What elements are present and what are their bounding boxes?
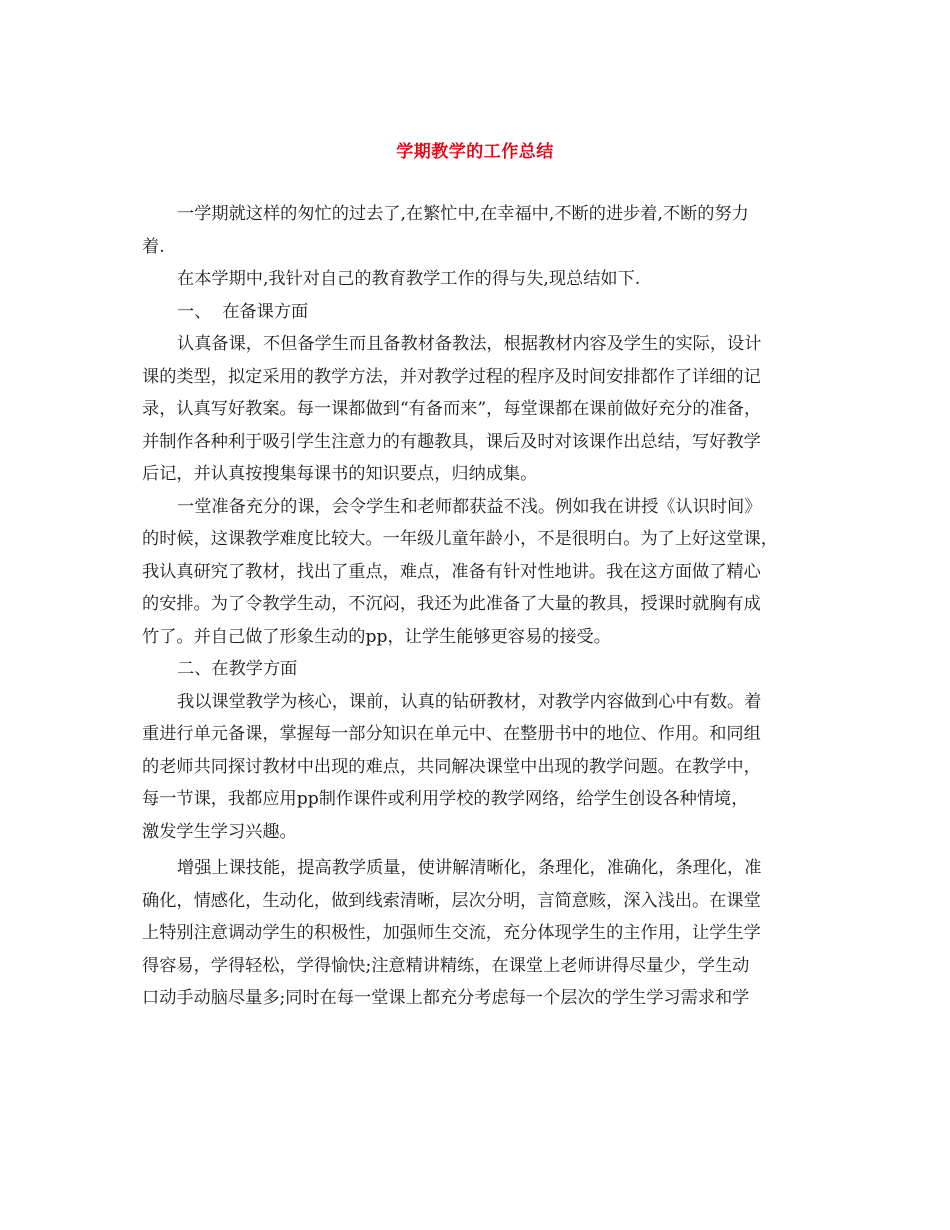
paragraph-line: 竹了。并自己做了形象生动的pp，让学生能够更容易的接受。 bbox=[142, 626, 611, 647]
paragraph-line: 得容易，学得轻松，学得愉快;注意精讲精练，在课堂上老师讲得尽量少，学生动 bbox=[142, 955, 750, 976]
paragraph-line: 我认真研究了教材，找出了重点，难点，准备有针对性地讲。我在这方面做了精心 bbox=[142, 561, 761, 582]
paragraph-line: 并制作各种利于吸引学生注意力的有趣教具，课后及时对该课作出总结，写好教学 bbox=[142, 431, 761, 452]
paragraph-line: 课的类型，拟定采用的教学方法，并对教学过程的程序及时间安排都作了详细的记 bbox=[142, 366, 761, 387]
paragraph-line: 的老师共同探讨教材中出现的难点，共同解决课堂中出现的教学问题。在教学中， bbox=[142, 756, 761, 777]
paragraph-line: 增强上课技能，提高教学质量，使讲解清晰化，条理化，准确化，条理化，准 bbox=[177, 858, 762, 878]
paragraph-line: 的安排。为了令教学生动，不沉闷，我还为此准备了大量的教具，授课时就胸有成 bbox=[142, 594, 761, 614]
paragraph-line: 的时候，这课教学难度比较大。一年级儿童年龄小，不是很明白。为了上好这堂课， bbox=[142, 529, 778, 549]
paragraph-line: 确化，情感化，生动化，做到线索清晰，层次分明，言简意赅，深入浅出。在课堂 bbox=[142, 890, 761, 911]
paragraph-line: 录，认真写好教案。每一课都做到“有备而来”，每堂课都在课前做好充分的准备， bbox=[142, 399, 762, 419]
paragraph-line: 重进行单元备课，掌握每一部分知识在单元中、在整册书中的地位、作用。和同组 bbox=[142, 724, 761, 744]
section-heading: 一、 在备课方面 bbox=[177, 301, 309, 322]
paragraph-line: 我以课堂教学为核心，课前，认真的钻研教材，对教学内容做到心中有数。着 bbox=[177, 691, 762, 712]
section-heading: 二、在教学方面 bbox=[177, 659, 298, 679]
document-title: 学期教学的工作总结 bbox=[396, 142, 554, 162]
paragraph-line: 一学期就这样的匆忙的过去了,在繁忙中,在幸福中,不断的进步着,不断的努力 bbox=[177, 204, 749, 224]
paragraph-line: 在本学期中,我针对自己的教育教学工作的得与失,现总结如下. bbox=[177, 269, 641, 289]
paragraph-line: 认真备课，不但备学生而且备教材备教法，根据教材内容及学生的实际，设计 bbox=[177, 334, 762, 354]
paragraph-line: 后记，并认真按搜集每课书的知识要点，归纳成集。 bbox=[142, 464, 538, 484]
paragraph-line: 着. bbox=[142, 236, 165, 257]
document-body bbox=[142, 198, 822, 1015]
paragraph-line: 上特别注意调动学生的积极性，加强师生交流，充分体现学生的主作用，让学生学 bbox=[142, 923, 761, 943]
paragraph-line: 口动手动脑尽量多;同时在每一堂课上都充分考虑每一个层次的学生学习需求和学 bbox=[142, 988, 750, 1008]
paragraph-line: 每一节课，我都应用pp制作课件或利用学校的教学网络，给学生创设各种情境， bbox=[142, 789, 749, 809]
paragraph-line: 一堂准备充分的课，会令学生和老师都获益不浅。例如我在讲授《认识时间》 bbox=[177, 496, 762, 517]
paragraph-line: 激发学生学习兴趣。 bbox=[142, 821, 297, 842]
